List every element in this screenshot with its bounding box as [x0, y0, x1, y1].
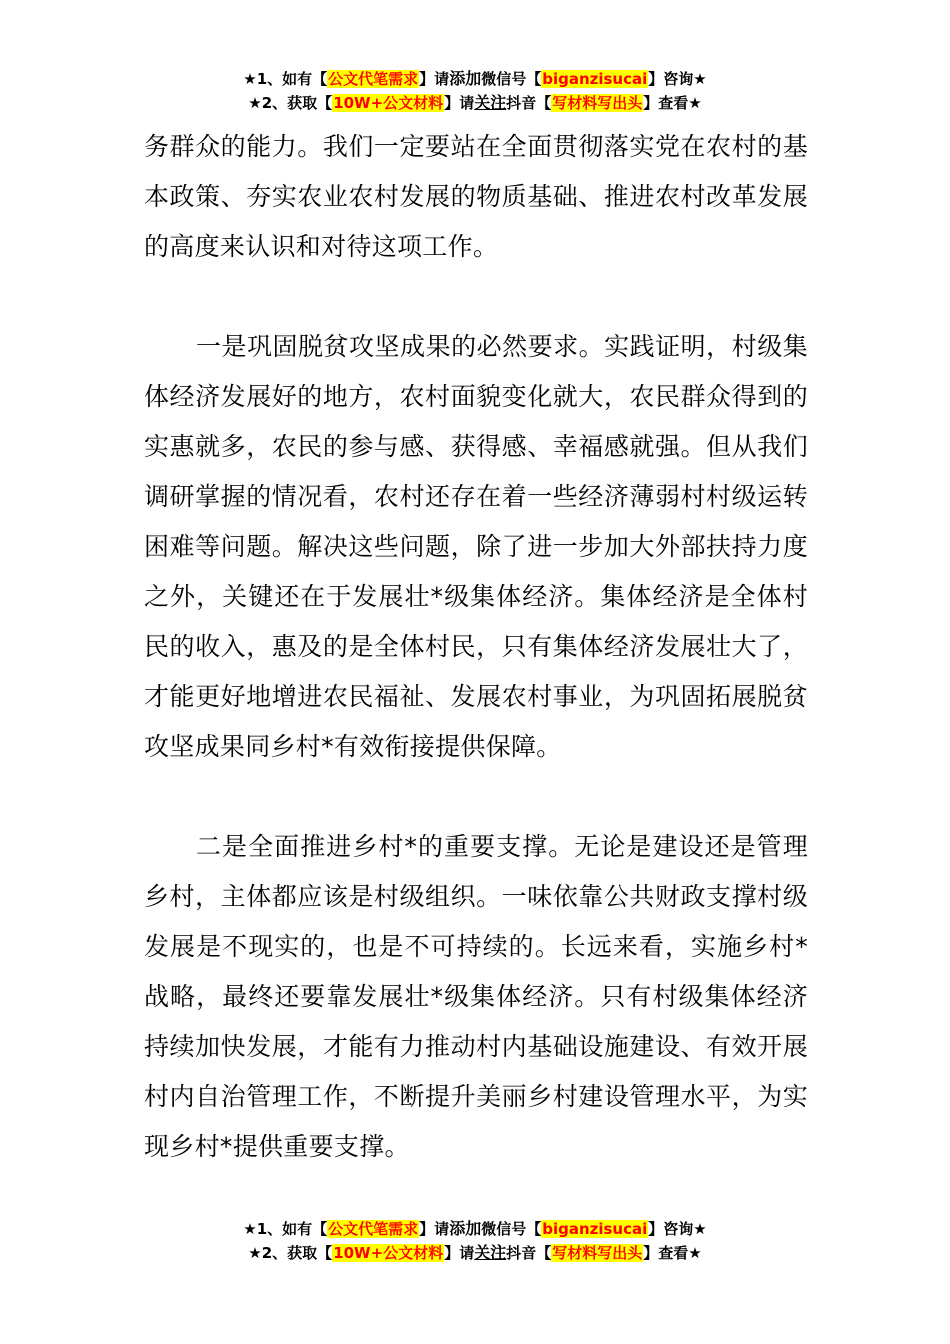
- banner-text: ★1、如有【: [243, 1220, 328, 1238]
- banner-text: 抖音【: [506, 94, 552, 112]
- banner-text: 】请: [419, 1220, 450, 1238]
- banner-highlight: 10W+公文材料: [333, 1244, 444, 1262]
- banner-text: 】查看★: [643, 94, 702, 112]
- banner-text: 微信号【: [481, 70, 542, 88]
- banner-highlight: 写材料写出头: [552, 94, 643, 112]
- paragraph-intro: 务群众的能力。我们一定要站在全面贯彻落实党在农村的基本政策、夯实农业农村发展的物质基础、推进农村改革发展的高度来认识和对待这项工作。: [144, 132, 808, 261]
- banner-text: 】查看★: [643, 1244, 702, 1262]
- banner-text: 】请: [444, 1244, 475, 1262]
- banner-highlight: 10W+公文材料: [333, 94, 444, 112]
- document-body: [144, 122, 808, 1172]
- paragraph-spacer: [144, 272, 808, 322]
- banner-text: 】咨询★: [648, 70, 707, 88]
- paragraph-one: 一是巩固脱贫攻坚成果的必然要求。实践证明，村级集体经济发展好的地方，农村面貌变化就大，农民群众得到的实惠就多，农民的参与感、获得感、幸福感就强。但从我们调研掌握的情况看，农村还存在着一些经济薄弱村村级运转困难等问题。解决这些问题，除了进一步加大外部扶持力度之外，关键还在于发展壮*级集体经济。集体经济是全体村民的收入，惠及的是全体村民，只有集体经济发展壮大了，才能更好地增进农民福祉、发展农村事业，为巩固拓展脱贫攻坚成果同乡村*有效衔接提供保障。: [144, 332, 808, 761]
- paragraph-spacer: [144, 772, 808, 822]
- banner-highlight: 公文代笔需求: [328, 70, 419, 88]
- banner-line-1: [0, 1217, 950, 1241]
- footer-banner: [0, 1217, 950, 1265]
- header-banner: [0, 67, 950, 115]
- paragraph-two: 二是全面推进乡村*的重要支撑。无论是建设还是管理乡村，主体都应该是村级组织。一味依靠公共财政支撑村级发展是不现实的，也是不可持续的。长远来看，实施乡村*战略，最终还要靠发展壮*级集体经济。只有村级集体经济持续加快发展，才能有力推动村内基础设施建设、有效开展村内自治管理工作，不断提升美丽乡村建设管理水平，为实现乡村*提供重要支撑。: [144, 832, 808, 1161]
- banner-text: 微信号【: [481, 1220, 542, 1238]
- banner-highlight: 写材料写出头: [552, 1244, 643, 1262]
- banner-emphasis: 关注: [474, 1243, 507, 1262]
- banner-highlight: biganzisucai: [542, 1220, 648, 1238]
- banner-text: ★2、获取【: [248, 1244, 333, 1262]
- banner-text: 】请: [419, 70, 450, 88]
- banner-text: ★1、如有【: [243, 70, 328, 88]
- banner-emphasis: 添加: [449, 69, 482, 88]
- banner-text: 】咨询★: [648, 1220, 707, 1238]
- banner-emphasis: 关注: [474, 93, 507, 112]
- banner-line-1: [0, 67, 950, 91]
- banner-emphasis: 添加: [449, 1219, 482, 1238]
- banner-text: ★2、获取【: [248, 94, 333, 112]
- banner-highlight: 公文代笔需求: [328, 1220, 419, 1238]
- banner-text: 抖音【: [506, 1244, 552, 1262]
- banner-line-2: [0, 91, 950, 115]
- banner-text: 】请: [444, 94, 475, 112]
- banner-line-2: [0, 1241, 950, 1265]
- banner-highlight: biganzisucai: [542, 70, 648, 88]
